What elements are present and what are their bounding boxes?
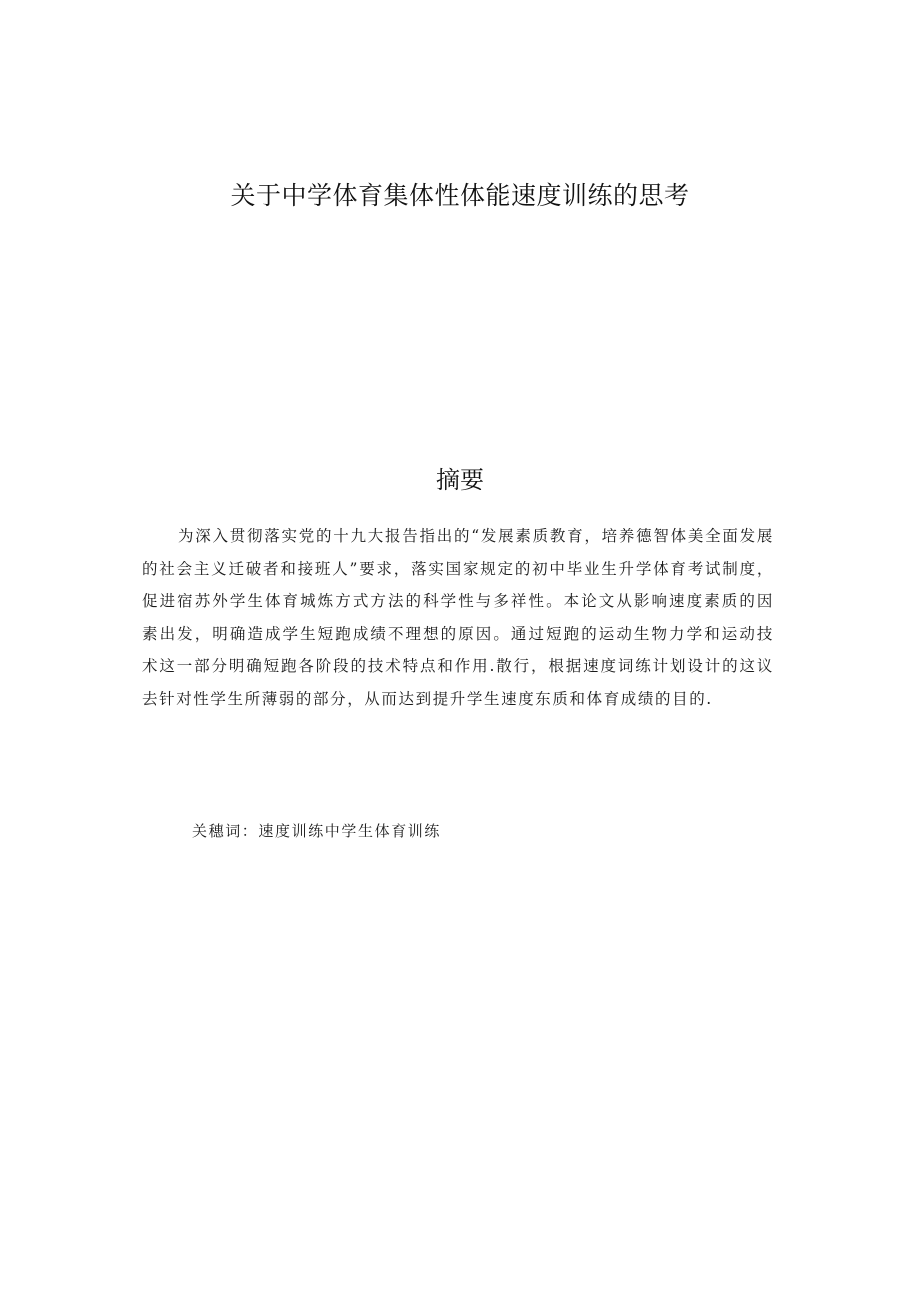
document-title: 关于中学体育集体性体能速度训练的思考	[230, 181, 690, 210]
keywords-line: 关穗词：速度训练中学生体育训练	[192, 822, 442, 840]
abstract-paragraph: 为深入贯彻落实党的十九大报告指出的“发展素质教育，培养德智体美全面发展的社会主义迁破者和接班人”要求，落实国家规定的初中毕业生升学体育考试制度，促进宿苏外学生体育城炼方式方法的科学性与多祥性。本论文从影响速度素质的因素出发，明确造成学生短跑成绩不理想的原因。通过短跑的运动生物力学和运动技术这一部分明确短跑各阶段的技术特点和作用.散行，根据速度词练计划设计的这议去针对性学生所薄弱的部分，从而达到提升学生速度东质和体育成绩的目的.	[142, 527, 774, 708]
abstract-heading: 摘要	[436, 466, 484, 494]
